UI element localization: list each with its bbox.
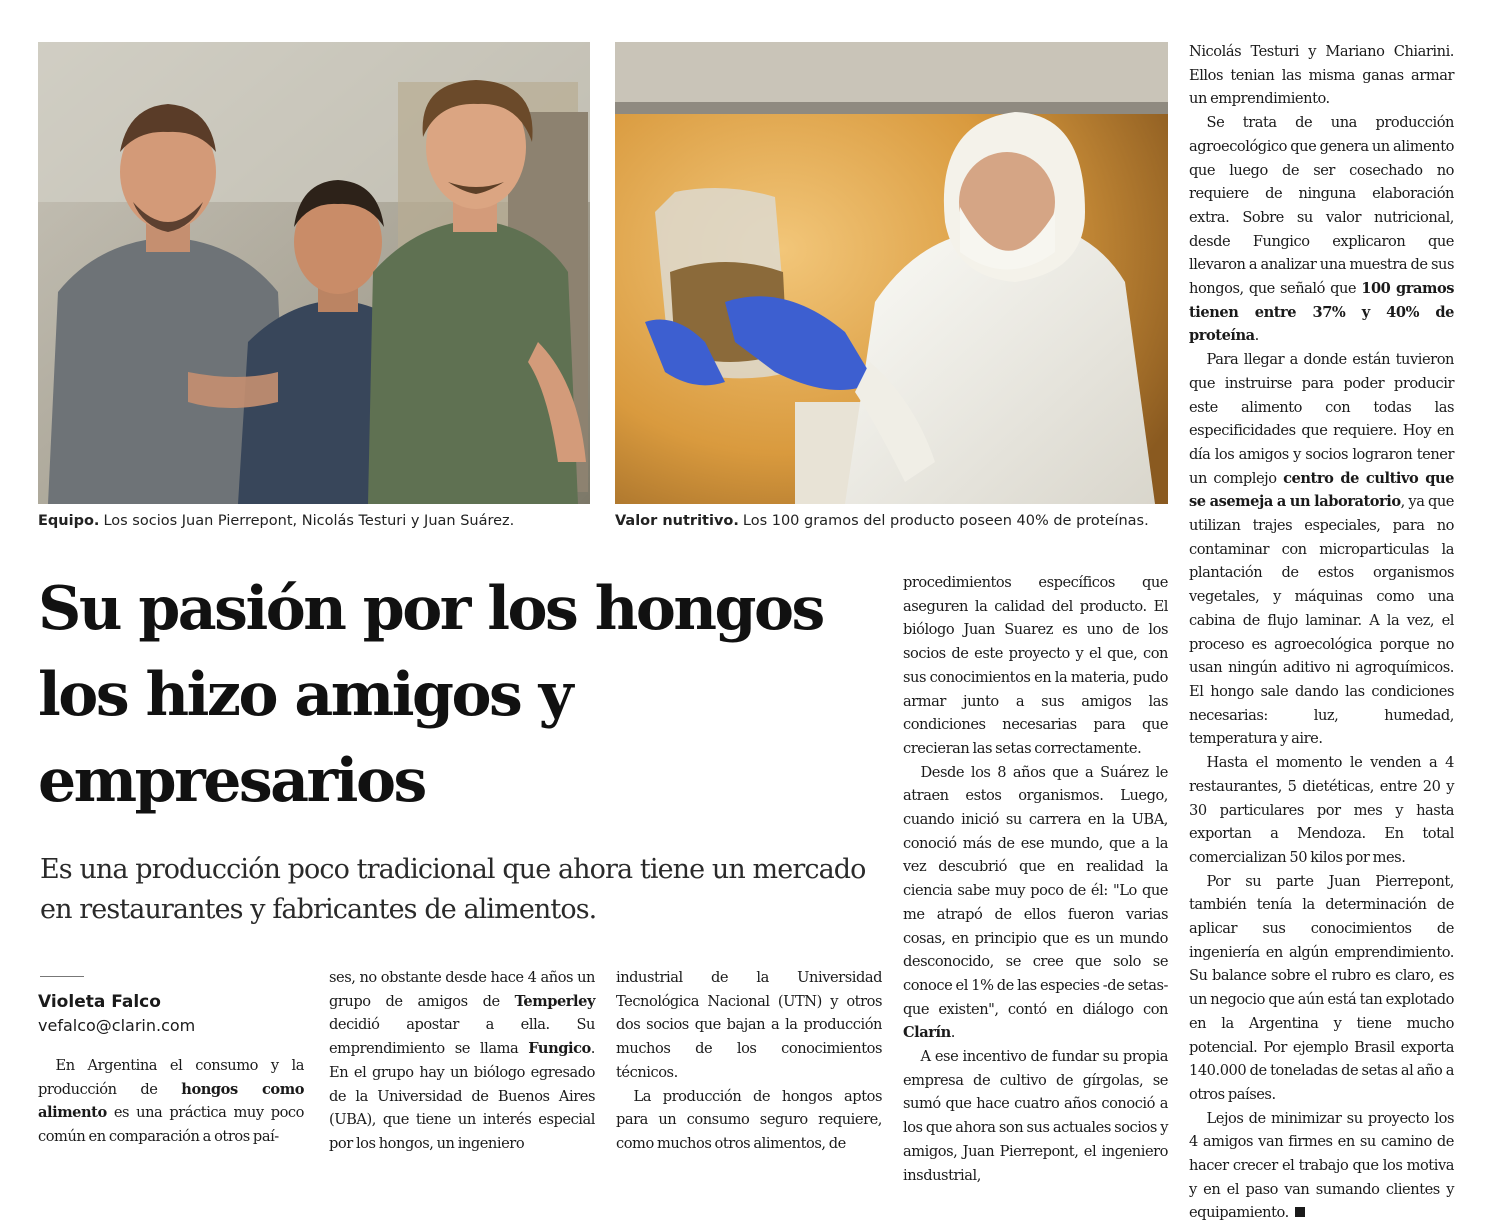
caption-equipo — [38, 510, 598, 534]
text-run: Desde los 8 años que a Suárez le atraen estos organismos. Luego, cuando inició su carrera en la UBA, conoció más de ese mundo, que a la vez descubrió que en realidad la ciencia sabe muy poco de él: "Lo que me atrapó de ellos fueron varias cosas, en principio que es un mundo desconocido, se cree que solo se conoce el 1% de las especies -de setas- que existen", contó en diálogo con — [903, 763, 1168, 1018]
paragraph — [38, 1054, 304, 1149]
photo-laboratorio-image — [615, 42, 1168, 504]
text-run: decidió apostar a ella. Su emprendimiento se llama — [329, 1016, 595, 1058]
caption-laboratorio-lead: Valor nutritivo. — [615, 513, 739, 529]
highlight-fungico: Fungico — [528, 1040, 591, 1058]
paragraph: A ese incentivo de fundar su propia empresa de cultivo de gírgolas, se sumó que hace cuatro años conoció a los que ahora son sus actuales socios y amigos, Juan Pierrepont, el ingeniero insdustrial, — [903, 1048, 1168, 1184]
text-run: . — [1254, 327, 1259, 345]
photo-equipo — [38, 42, 590, 504]
caption-laboratorio — [615, 510, 1175, 534]
text-run: Lejos de minimizar su proyecto los 4 amigos van firmes en su camino de hacer crecer el trabajo que los motiva y en el paso van sumando clientes y equipamiento. — [1189, 1109, 1454, 1222]
paragraph: Nicolás Testuri y Mariano Chiarini. Ellos tenian las misma ganas armar un emprendimiento. — [1189, 43, 1454, 108]
text-run: En Argentina el consumo y la producción de — [38, 1057, 304, 1098]
highlight-temperley: Temperley — [514, 992, 595, 1010]
paragraph: Por su parte Juan Pierrepont, también tenía la determinación de aplicar sus conocimientos de ingeniería en algún emprendimiento. Su balance sobre el rubro es claro, es un negocio que aún está tan explotado en la Argentina y tiene mucho potencial. Por ejemplo Brasil exporta 140.000 de toneladas de setas al año a otros países. — [1189, 872, 1454, 1103]
text-run: Para llegar a donde están tuvieron que instruirse para poder producir este alimento con todas las especificidades que requiere. Hoy en día los amigos y socios lograron tener un complejo — [1189, 351, 1454, 487]
headline: Su pasión por los hongos los hizo amigos y empresarios — [38, 574, 823, 816]
article-column-4 — [903, 571, 1168, 1184]
subheadline: Es una producción poco tradicional que ahora tiene un mercado en restaurantes y fabricantes de alimentos. — [40, 854, 866, 925]
author-name: Violeta Falco — [38, 992, 161, 1012]
caption-laboratorio-text: Los 100 gramos del producto poseen 40% de proteínas. — [742, 513, 1149, 529]
paragraph: procedimientos específicos que aseguren la calidad del producto. El biólogo Juan Suarez es uno de los socios de este proyecto y el que, con sus conocimientos en la materia, pudo armar junto a sus amigos las condiciones necesarias para que crecieran las setas correctamente. — [903, 574, 1168, 757]
text-run: Se trata de una producción agroecológico que genera un alimento que luego de ser cosechado no requiere de ninguna elaboración extra. Sobre su valor nutricional, desde Fungico explicaron que llevaron a analizar una muestra de sus hongos, que señaló que — [1189, 114, 1454, 298]
paragraph — [1189, 348, 1454, 751]
paragraph — [1189, 1107, 1454, 1225]
highlight-laboratorio: centro de cultivo que se asemeja a un laboratorio — [1189, 469, 1454, 511]
highlight-clarin: Clarín — [903, 1024, 951, 1042]
text-run: , ya que utilizan trajes especiales, para no contaminar con microparticulas la plantación de estos organismos vegetales, y máquinas como una cabina de flujo laminar. A la vez, el proceso es agroecológica porque no usan ningún aditivo ni agroquímicos. El hongo sale dando las condiciones necesarias: luz, humedad, temperatura y aire. — [1189, 493, 1454, 748]
paragraph: La producción de hongos aptos para un consumo seguro requiere, como muchos otros alimentos, de — [616, 1087, 882, 1152]
byline-divider — [40, 976, 84, 977]
text-run: . En el grupo hay un biólogo egresado de la Universidad de Buenos Aires (UBA), que tiene un interés especial por los hongos, un ingeniero — [329, 1040, 595, 1152]
caption-equipo-lead: Equipo. — [38, 513, 100, 529]
photo-equipo-image — [38, 42, 590, 504]
article-column-5 — [1189, 40, 1454, 1222]
article-column-2 — [329, 966, 595, 1174]
highlight-hongos-como-alimento: hongos como alimento — [38, 1080, 304, 1122]
paragraph: industrial de la Universidad Tecnológica Nacional (UTN) y otros dos socios que bajan a la producción muchos de los conocimientos técnicos. — [616, 969, 882, 1081]
paragraph — [329, 966, 595, 1156]
paragraph — [1189, 111, 1454, 348]
text-run: es una práctica muy poco común en comparación a otros paí- — [38, 1104, 304, 1146]
article-column-3 — [616, 966, 882, 1174]
text-run: . — [950, 1024, 955, 1042]
paragraph: Hasta el momento le venden a 4 restaurantes, 5 dietéticas, entre 20 y 30 particulares por mes y hasta exportan a Mendoza. En total comercializan 50 kilos por mes. — [1189, 754, 1454, 866]
author-email: vefalco@clarin.com — [38, 1016, 196, 1035]
photo-laboratorio — [615, 42, 1168, 504]
highlight-proteina: 100 gramos tienen entre 37% y 40% de proteína — [1189, 280, 1454, 345]
text-run: ses, no obstante desde hace 4 años un grupo de amigos de — [329, 969, 595, 1010]
article-column-1 — [38, 1054, 304, 1174]
paragraph — [903, 761, 1168, 1045]
end-of-article-mark — [1295, 1207, 1305, 1217]
caption-equipo-text: Los socios Juan Pierrepont, Nicolás Testuri y Juan Suárez. — [103, 513, 515, 529]
